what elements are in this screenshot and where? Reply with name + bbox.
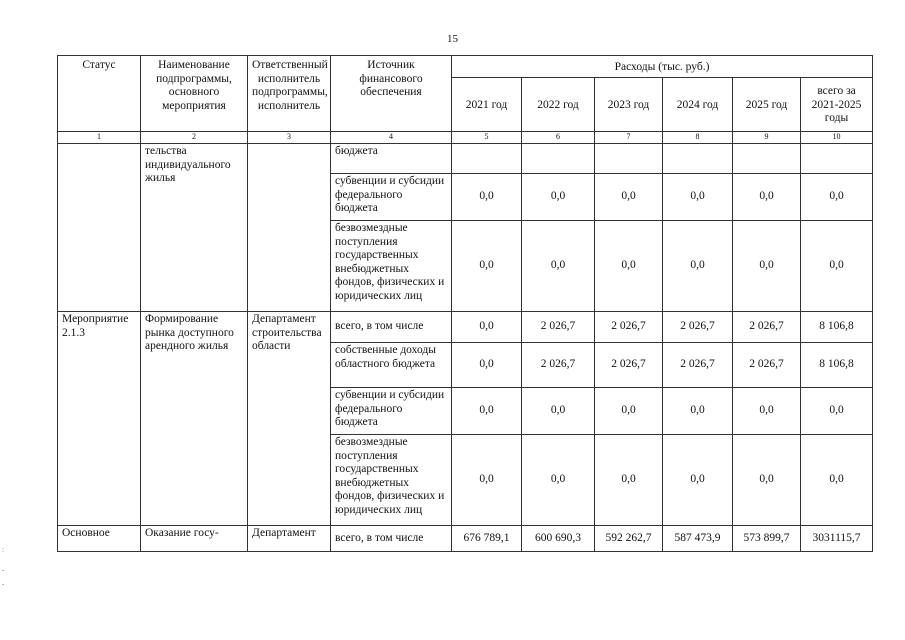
value-cell: 0,0 <box>663 174 733 221</box>
header-year: всего за 2021-2025 годы <box>801 78 873 132</box>
value-cell: 0,0 <box>801 435 873 526</box>
value-cell: 0,0 <box>595 174 663 221</box>
column-number: 3 <box>248 132 331 144</box>
value-cell: 587 473,9 <box>663 526 733 552</box>
value-cell: 2 026,7 <box>663 343 733 388</box>
value-cell: 592 262,7 <box>595 526 663 552</box>
header-year: 2022 год <box>522 78 595 132</box>
value-cell: 0,0 <box>522 388 595 435</box>
status-cell: Мероприятие 2.1.3 <box>58 312 141 526</box>
column-number: 1 <box>58 132 141 144</box>
status-cell <box>58 144 141 312</box>
header-year: 2021 год <box>452 78 522 132</box>
edge-mark: - <box>2 566 5 574</box>
value-cell: 2 026,7 <box>522 343 595 388</box>
header-source: Источник финансового обеспечения <box>331 56 452 132</box>
page-number: 15 <box>447 33 458 45</box>
value-cell <box>522 144 595 174</box>
value-cell: 0,0 <box>733 174 801 221</box>
value-cell: 2 026,7 <box>733 343 801 388</box>
value-cell: 0,0 <box>452 343 522 388</box>
source-cell: безвозмездные поступления государственных внебюджетных фондов, физических и юридических лиц <box>331 435 452 526</box>
value-cell: 0,0 <box>595 388 663 435</box>
table-row <box>58 144 873 174</box>
value-cell: 0,0 <box>801 388 873 435</box>
source-cell: собственные доходы областного бюджета <box>331 343 452 388</box>
column-number: 2 <box>141 132 248 144</box>
edge-mark: - <box>2 580 5 588</box>
value-cell: 8 106,8 <box>801 312 873 343</box>
value-cell: 0,0 <box>522 221 595 312</box>
value-cell: 3031115,7 <box>801 526 873 552</box>
value-cell: 0,0 <box>452 221 522 312</box>
value-cell: 0,0 <box>452 174 522 221</box>
value-cell: 0,0 <box>801 174 873 221</box>
value-cell: 2 026,7 <box>733 312 801 343</box>
table-row <box>58 526 873 552</box>
value-cell: 2 026,7 <box>663 312 733 343</box>
value-cell: 0,0 <box>522 435 595 526</box>
value-cell <box>733 144 801 174</box>
status-cell: Основное <box>58 526 141 552</box>
expenses-table <box>57 55 873 552</box>
edge-mark: : <box>2 546 4 554</box>
column-number: 7 <box>595 132 663 144</box>
column-number: 10 <box>801 132 873 144</box>
value-cell: 2 026,7 <box>522 312 595 343</box>
value-cell: 0,0 <box>733 388 801 435</box>
value-cell: 573 899,7 <box>733 526 801 552</box>
header-year: 2025 год <box>733 78 801 132</box>
value-cell: 0,0 <box>663 435 733 526</box>
value-cell: 8 106,8 <box>801 343 873 388</box>
value-cell: 2 026,7 <box>595 312 663 343</box>
value-cell: 2 026,7 <box>595 343 663 388</box>
source-cell: субвенции и субсидии федерального бюджета <box>331 174 452 221</box>
value-cell: 0,0 <box>452 388 522 435</box>
header-year: 2024 год <box>663 78 733 132</box>
responsible-cell <box>248 144 331 312</box>
value-cell: 0,0 <box>801 221 873 312</box>
value-cell: 0,0 <box>595 221 663 312</box>
value-cell: 0,0 <box>663 388 733 435</box>
value-cell <box>452 144 522 174</box>
column-number: 6 <box>522 132 595 144</box>
value-cell <box>801 144 873 174</box>
value-cell: 0,0 <box>595 435 663 526</box>
header-expenses: Расходы (тыс. руб.) <box>452 56 873 78</box>
source-cell: бюджета <box>331 144 452 174</box>
header-year: 2023 год <box>595 78 663 132</box>
value-cell <box>663 144 733 174</box>
column-number: 8 <box>663 132 733 144</box>
value-cell: 0,0 <box>452 312 522 343</box>
value-cell: 0,0 <box>733 221 801 312</box>
value-cell: 600 690,3 <box>522 526 595 552</box>
value-cell: 0,0 <box>452 435 522 526</box>
source-cell: безвозмездные поступления государственных внебюджетных фондов, физических и юридических лиц <box>331 221 452 312</box>
value-cell: 676 789,1 <box>452 526 522 552</box>
column-number: 9 <box>733 132 801 144</box>
responsible-cell: Департамент <box>248 526 331 552</box>
table-row <box>58 312 873 343</box>
source-cell: всего, в том числе <box>331 312 452 343</box>
responsible-cell: Департамент строительства области <box>248 312 331 526</box>
value-cell: 0,0 <box>733 435 801 526</box>
header-name: Наименование подпрограммы, основного мероприятия <box>141 56 248 132</box>
column-number: 5 <box>452 132 522 144</box>
value-cell: 0,0 <box>522 174 595 221</box>
source-cell: субвенции и субсидии федерального бюджета <box>331 388 452 435</box>
column-number: 4 <box>331 132 452 144</box>
name-cell: Оказание госу- <box>141 526 248 552</box>
name-cell: тельства индивидуального жилья <box>141 144 248 312</box>
header-status: Статус <box>58 56 141 132</box>
name-cell: Формирование рынка доступного арендного жилья <box>141 312 248 526</box>
header-responsible: Ответственный исполнитель подпрограммы, исполнитель <box>248 56 331 132</box>
value-cell: 0,0 <box>663 221 733 312</box>
value-cell <box>595 144 663 174</box>
source-cell: всего, в том числе <box>331 526 452 552</box>
